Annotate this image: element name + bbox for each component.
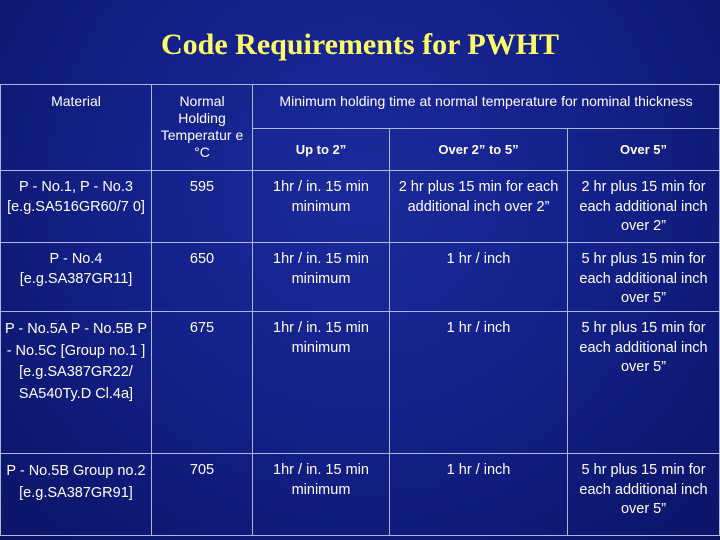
table-row (1, 243, 720, 312)
subheader-up-to-2: Up to 2” (253, 129, 390, 171)
over-5-cell: 5 hr plus 15 min for each additional inch over 5” (568, 312, 720, 454)
up-to-2-cell: 1hr / in. 15 min minimum (253, 243, 390, 312)
header-temperature: Normal Holding Temperatur e °C (152, 85, 253, 171)
subheader-over-2-to-5: Over 2” to 5” (390, 129, 568, 171)
table-row (1, 312, 720, 454)
material-cell: P - No.5A P - No.5B P - No.5C [Group no.1 ] [e.g.SA387GR22/ SA540Ty.D Cl.4a] (1, 312, 152, 454)
header-holding-time: Minimum holding time at normal temperature for nominal thickness (253, 85, 720, 129)
slide-title: Code Requirements for PWHT (160, 28, 560, 61)
temperature-cell: 650 (152, 243, 253, 312)
temperature-cell: 595 (152, 171, 253, 243)
temperature-cell: 705 (152, 454, 253, 536)
temperature-cell: 675 (152, 312, 253, 454)
over-2-to-5-cell: 1 hr / inch (390, 312, 568, 454)
table-row (1, 454, 720, 536)
over-5-cell: 2 hr plus 15 min for each additional inch over 2” (568, 171, 720, 243)
up-to-2-cell: 1hr / in. 15 min minimum (253, 171, 390, 243)
material-cell: P - No.4 [e.g.SA387GR11] (1, 243, 152, 312)
over-2-to-5-cell: 1 hr / inch (390, 454, 568, 536)
material-cell: P - No.5B Group no.2 [e.g.SA387GR91] (1, 454, 152, 536)
table-row (1, 171, 720, 243)
header-material: Material (1, 85, 152, 171)
over-2-to-5-cell: 1 hr / inch (390, 243, 568, 312)
over-5-cell: 5 hr plus 15 min for each additional inch over 5” (568, 243, 720, 312)
subheader-over-5: Over 5” (568, 129, 720, 171)
up-to-2-cell: 1hr / in. 15 min minimum (253, 454, 390, 536)
pwht-requirements-table (0, 84, 720, 536)
material-cell: P - No.1, P - No.3 [e.g.SA516GR60/7 0] (1, 171, 152, 243)
over-2-to-5-cell: 2 hr plus 15 min for each additional inch over 2” (390, 171, 568, 243)
up-to-2-cell: 1hr / in. 15 min minimum (253, 312, 390, 454)
over-5-cell: 5 hr plus 15 min for each additional inch over 5” (568, 454, 720, 536)
